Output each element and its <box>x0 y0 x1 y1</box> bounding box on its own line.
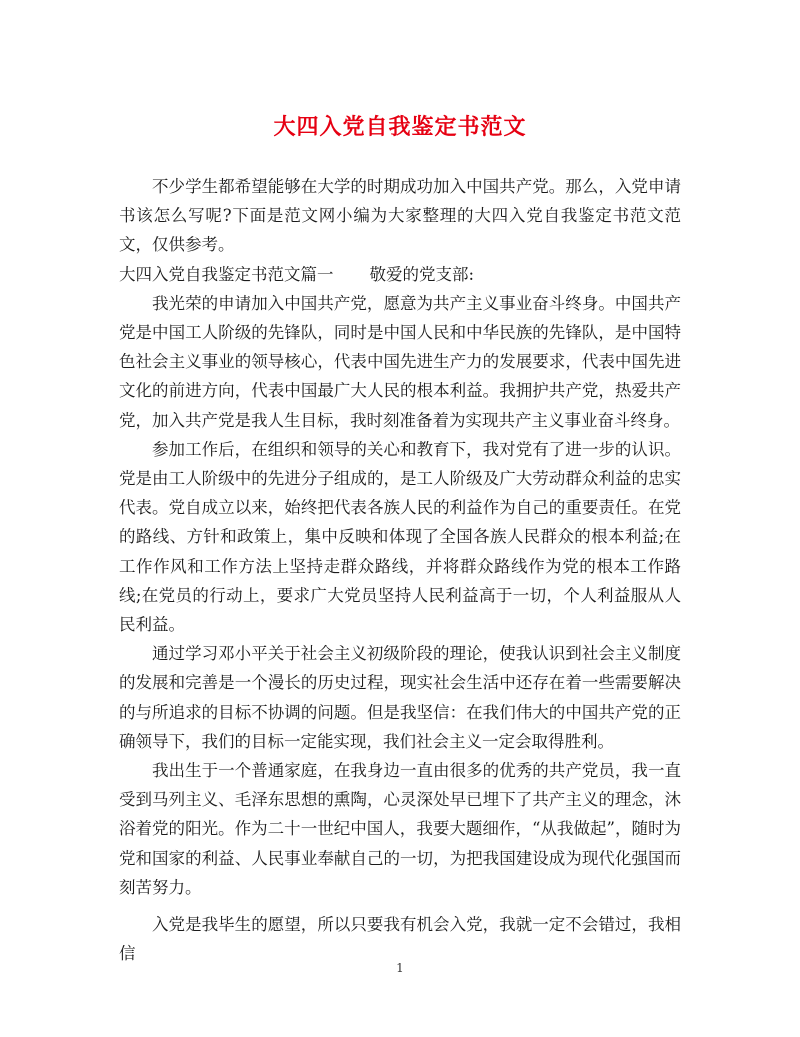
document-title: 大四入党自我鉴定书范文 <box>273 114 527 140</box>
intro-paragraph: 不少学生都希望能够在大学的时期成功加入中国共产党。那么，入党申请书该怎么写呢?下面是范文网小编为大家整理的大四入党自我鉴定书范文范文，仅供参考。 <box>119 177 681 255</box>
body-paragraph-3: 通过学习邓小平关于社会主义初级阶段的理论，使我认识到社会主义制度的发展和完善是一个漫长的历史过程，现实社会生活中还存在着一些需要解决的与所追求的目标不协调的问题。但是我坚信：在我们伟大的中国共产党的正确领导下，我们的目标一定能实现，我们社会主义一定会取得胜利。 <box>119 644 681 751</box>
page-number: 1 <box>396 961 404 975</box>
section-heading: 大四入党自我鉴定书范文篇一 <box>119 264 334 284</box>
salutation: 敬爱的党支部: <box>369 264 475 284</box>
section-heading-line <box>119 260 681 289</box>
body-paragraph-1: 我光荣的申请加入中国共产党，愿意为共产主义事业奋斗终身。中国共产党是中国工人阶级的先锋队，同时是中国人民和中华民族的先锋队，是中国特色社会主义事业的领导核心，代表中国先进生产力的发展要求，代表中国先进文化的前进方向，代表中国最广大人民的根本利益。我拥护共产党，热爱共产党，加入共产党是我人生目标，我时刻准备着为实现共产主义事业奋斗终身。 <box>119 293 681 430</box>
body-paragraph-4: 我出生于一个普通家庭，在我身边一直由很多的优秀的共产党员，我一直受到马列主义、毛泽东思想的熏陶，心灵深处早已埋下了共产主义的理念，沐浴着党的阳光。作为二十一世纪中国人，我要大题细作，“从我做起”，随时为党和国家的利益、人民事业奉献自己的一切，为把我国建设成为现代化强国而刻苦努力。 <box>119 761 681 897</box>
document-body <box>119 172 681 968</box>
body-paragraph-2: 参加工作后，在组织和领导的关心和教育下，我对党有了进一步的认识。党是由工人阶级中的先进分子组成的，是工人阶级及广大劳动群众利益的忠实代表。党自成立以来，始终把代表各族人民的利益作为自己的重要责任。在党的路线、方针和政策上，集中反映和体现了全国各族人民群众的根本利益;在工作作风和工作方法上坚持走群众路线，并将群众路线作为党的根本工作路线;在党员的行动上，要求广大党员坚持人民利益高于一切，个人利益服从人民利益。 <box>119 439 681 635</box>
body-paragraph-5: 入党是我毕生的愿望，所以只要我有机会入党，我就一定不会错过，我相信 <box>119 915 681 964</box>
